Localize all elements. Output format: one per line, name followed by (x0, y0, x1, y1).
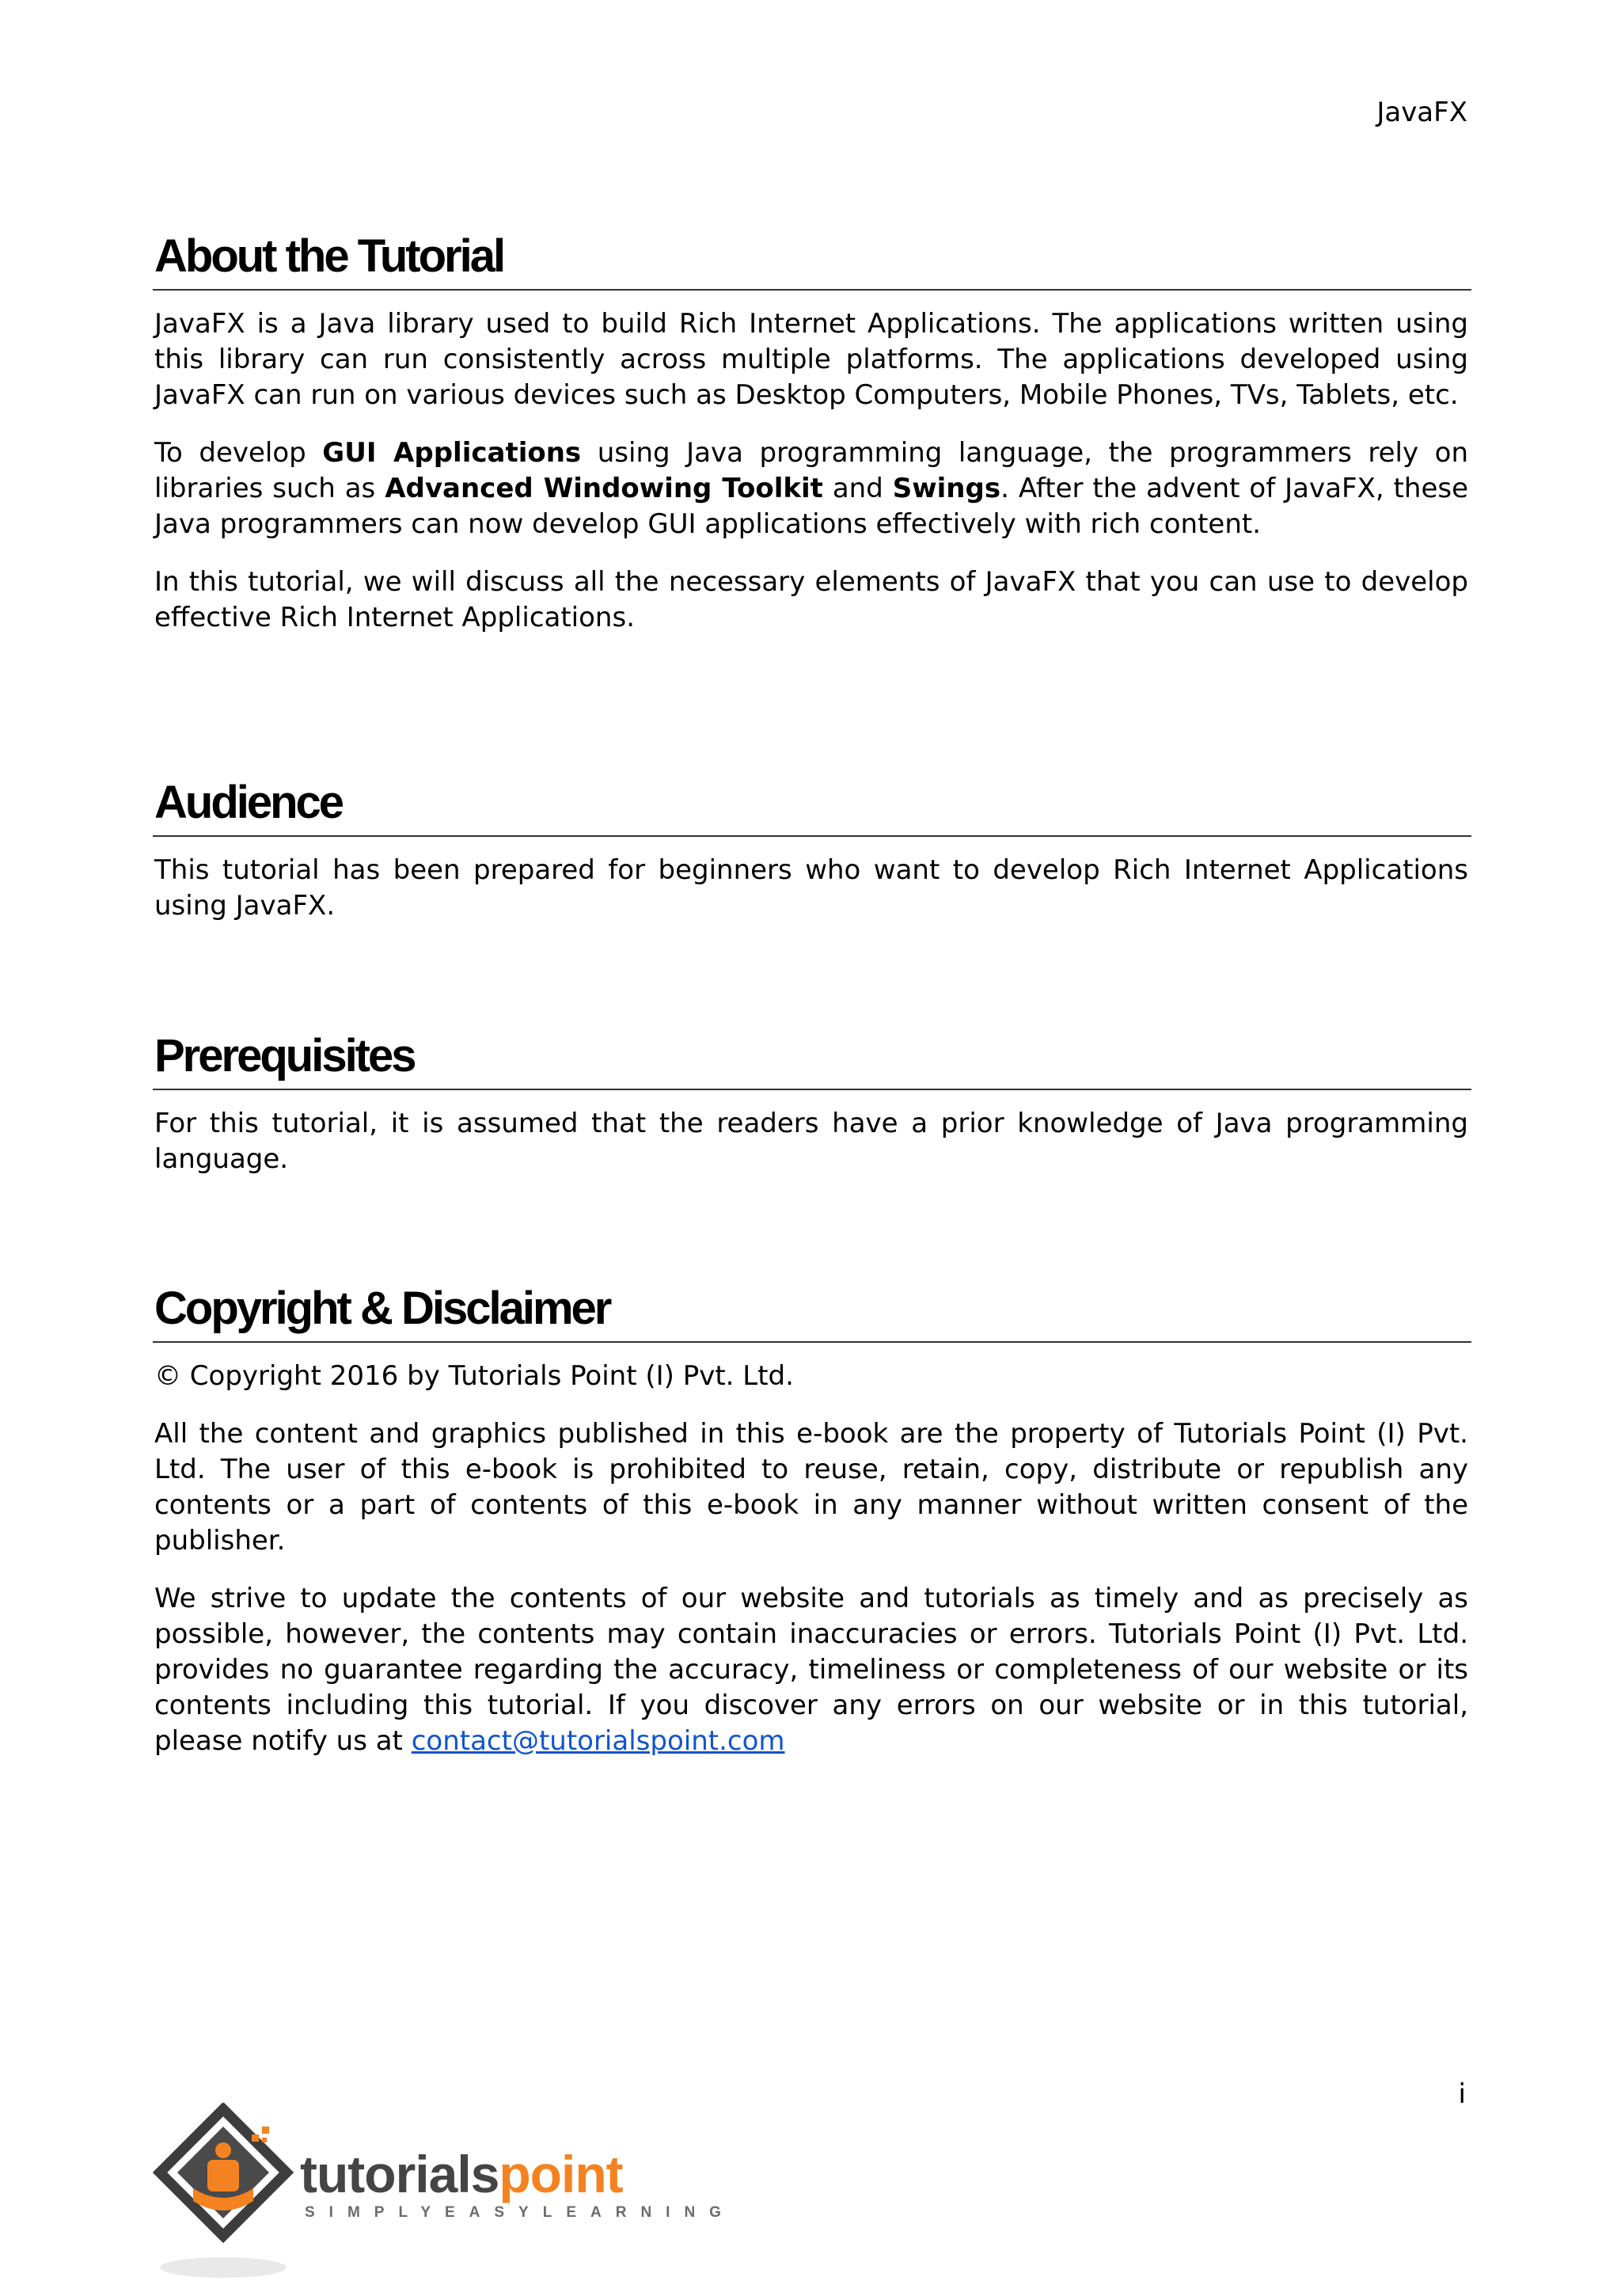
paragraph: This tutorial has been prepared for beginners who want to develop Rich Internet Applications using JavaFX. (154, 854, 1468, 922)
paragraph: JavaFX is a Java library used to build Rich Internet Applications. The applications written using this library can run consistently across multiple platforms. The applications developed using JavaFX can run on various devices such as Desktop Computers, Mobile Phones, TVs, Tablets, etc. (154, 308, 1468, 411)
section-heading-prerequisites: Prerequisites (154, 1030, 415, 1081)
email-link[interactable]: contact@tutorialspoint.com (411, 1725, 785, 1757)
heading-underline (153, 835, 1471, 837)
section-copyright-body (154, 1359, 1468, 1759)
tutorialspoint-logo (152, 2103, 735, 2293)
page-number: i (1458, 2078, 1466, 2110)
paragraph: All the content and graphics published in this e-book are the property of Tutorials Point (I) Pvt. Ltd. The user of this e-book is prohibited to reuse, retain, copy, distribute or republish any contents or a part of contents of this e-book in any manner without written consent of the publisher. (154, 1418, 1468, 1557)
section-about-body (154, 306, 1468, 636)
paragraph: © Copyright 2016 by Tutorials Point (I) Pvt. Ltd. (154, 1360, 794, 1392)
section-heading-audience: Audience (154, 777, 343, 828)
paragraph: In this tutorial, we will discuss all the necessary elements of JavaFX that you can use to develop effective Rich Internet Applications. (154, 566, 1468, 633)
section-copyright (154, 1283, 1468, 1342)
paragraph: To develop GUI Applications using Java programming language, the programmers rely on libraries such as Advanced Windowing Toolkit and Swings. After the advent of JavaFX, these Java programmers can now develop GUI applications effectively with rich content. (154, 437, 1469, 540)
heading-underline (153, 1089, 1471, 1090)
logo-emblem-icon (152, 2103, 294, 2293)
section-prerequisites-body (154, 1106, 1468, 1177)
running-header: JavaFX (1376, 97, 1467, 128)
section-heading-about: About the Tutorial (154, 230, 504, 282)
section-about (154, 231, 1468, 290)
section-heading-copyright: Copyright & Disclaimer (154, 1283, 610, 1334)
heading-underline (153, 1341, 1471, 1343)
paragraph: We strive to update the contents of our website and tutorials as timely and as precisely as possible, however, the contents may contain inaccuracies or errors. Tutorials Point (I) Pvt. Ltd. provides no guarantee regarding the accuracy, timeliness or completeness of our website or its contents including this tutorial. If you discover any errors on our website or in this tutorial, please notify us at contact@tutorialspoint.com (154, 1583, 1468, 1757)
section-audience-body (154, 853, 1468, 924)
section-audience (154, 777, 1468, 836)
paragraph: For this tutorial, it is assumed that the readers have a prior knowledge of Java programming language. (154, 1108, 1468, 1175)
logo-tagline: SIMPLYEASYLEARNING (305, 2204, 735, 2221)
heading-underline (153, 289, 1471, 291)
bold-text: GUI Applications (322, 437, 582, 469)
logo-wordmark: tutorialspoint (300, 2145, 623, 2203)
bold-text: Advanced Windowing Toolkit (385, 473, 823, 504)
section-prerequisites (154, 1031, 1468, 1089)
bold-text: Swings (892, 473, 1001, 504)
